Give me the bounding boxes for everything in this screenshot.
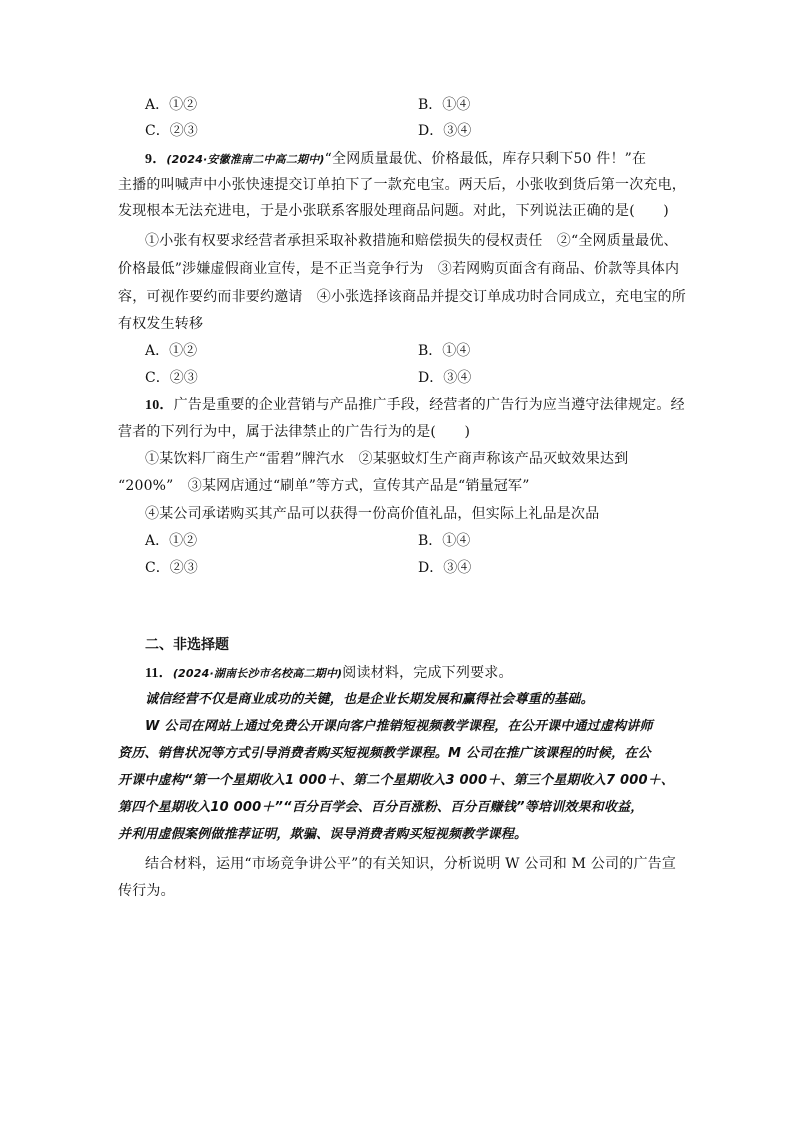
q11-material-line-6: 并利用虚假案例做推荐证明，欺骗、误导消费者购买短视频教学课程。 xyxy=(118,827,528,842)
section-title-non-choice: 二、非选择题 xyxy=(145,637,229,653)
q11-number: 11． xyxy=(145,666,173,681)
q11-material-line-4: 开课中虚构“第一个星期收入1 000＋、第二个星期收入3 000＋、第三个星期收入7 000＋、 xyxy=(118,773,675,788)
q9-item-line-4: 有权发生转移 xyxy=(118,316,204,332)
q10-item-line-2: “200%” ③某网店通过“刷单”等方式，宣传其产品是“销量冠军” xyxy=(118,478,530,494)
q11-material-line-2: W 公司在网站上通过免费公开课向客户推销短视频教学课程，在公开课中通过虚构讲师 xyxy=(145,719,653,734)
q10-option-b: B．①④ xyxy=(418,533,471,549)
q10-item-line-3: ④某公司承诺购买其产品可以获得一份高价值礼品，但实际上礼品是次品 xyxy=(145,506,600,522)
q8-option-b: B．①④ xyxy=(418,97,471,113)
q11-material-line-5: 第四个星期收入10 000＋”“百分百学会、百分百涨粉、百分百赚钱”等培训效果和收益， xyxy=(118,800,644,815)
q10-option-d: D．③④ xyxy=(418,560,472,576)
q9-source: (2024·安徽淮南二中高二期中) xyxy=(166,153,325,166)
q10-option-c: C．②③ xyxy=(145,560,198,576)
q11-requirement-line-2: 传行为。 xyxy=(118,883,175,899)
q9-option-d: D．③④ xyxy=(418,370,472,386)
q10-stem-line-2: 营者的下列行为中，属于法律禁止的广告行为的是( ) xyxy=(118,424,471,440)
q9-stem-line-2: 主播的叫喊声中小张快速提交订单拍下了一款充电宝。两天后，小张收到货后第一次充电， xyxy=(118,177,686,193)
q11-source: (2024·湖南长沙市名校高二期中) xyxy=(172,667,343,680)
q11-material-line-1: 诚信经营不仅是商业成功的关键，也是企业长期发展和赢得社会尊重的基础。 xyxy=(145,692,594,707)
q10-number: 10． xyxy=(145,398,174,413)
q8-option-c: C．②③ xyxy=(145,123,198,139)
q11-stem: 阅读材料，完成下列要求。 xyxy=(342,665,513,681)
q10-stem-1: 广告是重要的企业营销与产品推广手段，经营者的广告行为应当遵守法律规定。经 xyxy=(173,397,685,413)
q9-stem-line-3: 发现根本无法充进电，于是小张联系客服处理商品问题。对此，下列说法正确的是( ) xyxy=(118,203,669,219)
q11-material-line-3: 资历、销售状况等方式引导消费者购买短视频教学课程。M 公司在推广该课程的时候，在公 xyxy=(118,746,651,761)
q9-number: 9． xyxy=(145,152,167,167)
q9-item-line-3: 容，可视作要约而非要约邀请 ④小张选择该商品并提交订单成功时合同成立，充电宝的所 xyxy=(118,289,686,305)
q9-item-line-2: 价格最低”涉嫌虚假商业宣传，是不正当竞争行为 ③若网购页面含有商品、价款等具体内 xyxy=(118,261,680,277)
q8-option-a: A．①② xyxy=(145,97,198,113)
q9-stem-1: “全网质量最优、价格最低，库存只剩下50 件！”在 xyxy=(324,151,647,167)
q8-option-d: D．③④ xyxy=(418,123,472,139)
q10-stem-line-1 xyxy=(145,392,685,419)
q9-stem-line-1 xyxy=(145,146,678,173)
q9-item-line-1: ①小张有权要求经营者承担采取补救措施和赔偿损失的侵权责任 ②“全网质量最优、 xyxy=(145,233,678,249)
q10-option-a: A．①② xyxy=(145,533,198,549)
q11-stem-line xyxy=(145,660,678,687)
q9-option-c: C．②③ xyxy=(145,370,198,386)
q10-item-line-1: ①某饮料厂商生产“雷碧”牌汽水 ②某驱蚊灯生产商声称该产品灭蚊效果达到 xyxy=(145,451,629,467)
q9-option-a: A．①② xyxy=(145,343,198,359)
q11-requirement-line-1: 结合材料，运用“市场竞争讲公平”的有关知识，分析说明 W 公司和 M 公司的广告宣 xyxy=(145,856,677,872)
q9-option-b: B．①④ xyxy=(418,343,471,359)
